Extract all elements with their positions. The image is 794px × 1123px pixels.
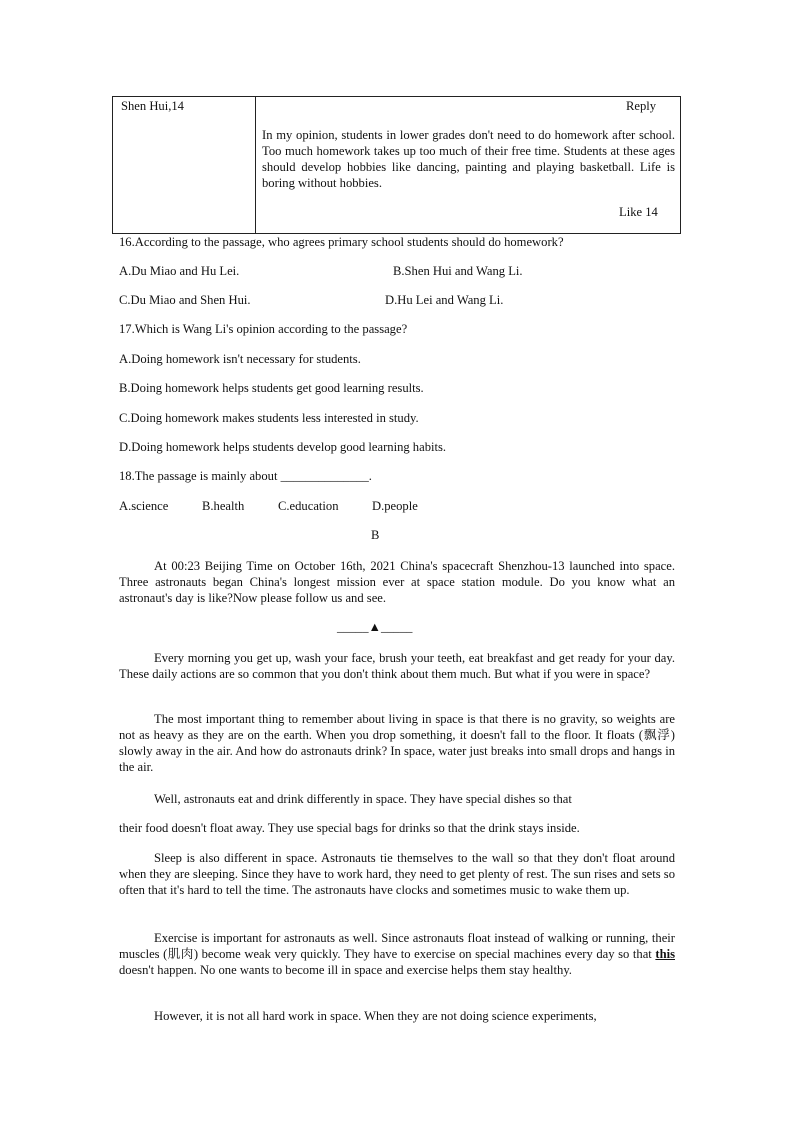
author-cell xyxy=(113,97,256,233)
question-17-option-d[interactable]: D.Doing homework helps students develop good learning habits. xyxy=(119,440,447,454)
title-blank: _____▲_____ xyxy=(337,620,413,634)
comment-text: In my opinion, students in lower grades don't need to do homework after school. Too much homework takes up too much of their free time. Students at these ages should develop hobbies like dancing, painting and playing basketball. Life is boring without hobbies. xyxy=(262,128,675,190)
question-17-stem: 17.Which is Wang Li's opinion according to the passage? xyxy=(119,322,408,336)
paragraph-2: The most important thing to remember about living in space is that there is no gravity, so weights are not as heavy as they are on the earth. When you drop something, it doesn't fall to the floor. It floats (飘浮) slowly away in the air. And how do astronauts drink? In space, water just breaks into small drops and hangs in the air. xyxy=(119,712,675,774)
question-17-option-b[interactable]: B.Doing homework helps students get good learning results. xyxy=(119,381,424,395)
question-16-stem: 16.According to the passage, who agrees primary school students should do homework? xyxy=(119,235,564,249)
question-18-option-d[interactable]: D.people xyxy=(372,499,418,513)
paragraph-5-before: Exercise is important for astronauts as well. Since astronauts float instead of walking or running, their muscles (肌肉) become weak very quickly. They have to exercise on special machines every day so that xyxy=(119,931,675,961)
paragraph-5-after: doesn't happen. No one wants to become ill in space and exercise helps them stay healthy. xyxy=(119,963,572,977)
paragraph-4: Sleep is also different in space. Astronauts tie themselves to the wall so that they don't float around when they are sleeping. Since they have to work hard, they need to get plenty of rest. The sun rises and sets so often that it's hard to tell the time. The astronauts have clocks and sometimes music to wake them up. xyxy=(119,851,675,897)
question-17-option-c[interactable]: C.Doing homework makes students less interested in study. xyxy=(119,411,419,425)
question-16-option-a[interactable]: A.Du Miao and Hu Lei. xyxy=(119,264,240,278)
paragraph-5 xyxy=(119,930,675,978)
paragraph-6: However, it is not all hard work in space. When they are not doing science experiments, xyxy=(154,1009,597,1023)
paragraph-3-line-1: Well, astronauts eat and drink differently in space. They have special dishes so that xyxy=(154,792,572,806)
question-18-option-a[interactable]: A.science xyxy=(119,499,169,513)
like-count[interactable]: Like 14 xyxy=(619,205,658,219)
paragraph-1: Every morning you get up, wash your face, brush your teeth, eat breakfast and get ready for your day. These daily actions are so common that you don't think about them much. But what if you were in space? xyxy=(119,651,675,681)
question-17-option-a[interactable]: A.Doing homework isn't necessary for students. xyxy=(119,352,361,366)
section-b-label: B xyxy=(371,528,380,542)
comment-author: Shen Hui,14 xyxy=(121,99,184,113)
question-16-option-b[interactable]: B.Shen Hui and Wang Li. xyxy=(393,264,523,278)
comment-table xyxy=(112,96,681,234)
question-18-option-c[interactable]: C.education xyxy=(278,499,339,513)
highlighted-word-this: this xyxy=(655,947,675,961)
question-16-option-c[interactable]: C.Du Miao and Shen Hui. xyxy=(119,293,251,307)
paragraph-3-line-2: their food doesn't float away. They use special bags for drinks so that the drink stays inside. xyxy=(119,821,580,835)
question-16-option-d[interactable]: D.Hu Lei and Wang Li. xyxy=(385,293,504,307)
intro-paragraph: At 00:23 Beijing Time on October 16th, 2021 China's spacecraft Shenzhou-13 launched into space. Three astronauts began China's longest mission ever at space station module. Do you know what an astronaut's day is like?Now please follow us and see. xyxy=(119,559,675,605)
question-18-option-b[interactable]: B.health xyxy=(202,499,245,513)
reply-link[interactable]: Reply xyxy=(626,99,657,113)
question-18-stem: 18.The passage is mainly about ______________. xyxy=(119,469,372,483)
